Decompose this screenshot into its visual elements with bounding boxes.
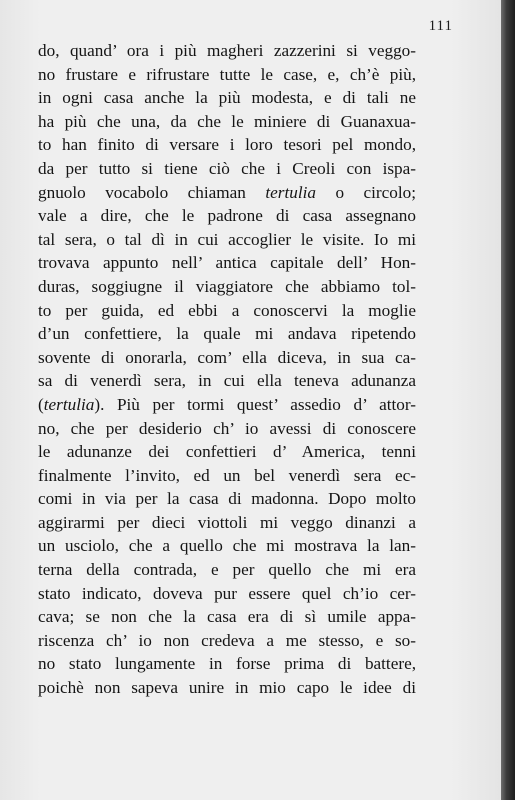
text-line <box>38 228 416 252</box>
text-line-content: aggirarmi per dieci viottoli mi veggo dinanzi a <box>38 512 416 532</box>
text-line <box>38 181 416 205</box>
text-line-content: un usciolo, che a quello che mi mostrava la lan- <box>38 536 416 556</box>
text-line-content: to han finito di versare i loro tesori pel mondo, <box>38 135 416 155</box>
text-line-content: d’un confettiere, la quale mi andava ripetendo <box>38 324 416 344</box>
text-line <box>38 582 416 606</box>
text-line-content: to per guida, ed ebbi a conoscervi la moglie <box>38 300 416 320</box>
text-line <box>38 275 416 299</box>
text-line-content: duras, soggiugne il viaggiatore che abbiamo tol- <box>38 276 416 296</box>
italic-term: tertulia <box>43 394 95 414</box>
text-line-content: no, che per desiderio ch’ io avessi di conoscere <box>38 418 416 438</box>
text-line-content: riscenza ch’ io non credeva a me stesso, e so- <box>38 630 416 650</box>
text-line-content: cava; se non che la casa era di sì umile appa- <box>38 607 416 627</box>
body-text <box>38 39 416 700</box>
text-line <box>38 511 416 535</box>
text-line-content: vale a dire, che le padrone di casa assegnano <box>38 206 416 226</box>
text-line-content: o circolo; <box>315 182 417 202</box>
text-line <box>38 157 416 181</box>
text-line <box>38 251 416 275</box>
text-line-content: ha più che una, da che le miniere di Guanaxua- <box>38 111 416 131</box>
text-line <box>38 204 416 228</box>
text-line <box>38 558 416 582</box>
text-line-content: le adunanze dei confettieri d’ America, tenni <box>38 442 416 462</box>
text-line <box>38 63 416 87</box>
text-line <box>38 39 416 63</box>
text-line <box>38 133 416 157</box>
text-line-content: tal sera, o tal dì in cui accoglier le visite. Io mi <box>38 229 416 249</box>
text-line-content: in ogni casa anche la più modesta, e di tali ne <box>38 88 416 108</box>
text-line <box>38 369 416 393</box>
text-line <box>38 86 416 110</box>
text-line-content: sa di venerdì sera, in cui ella teneva adunanza <box>38 371 416 391</box>
text-line <box>38 629 416 653</box>
text-line-content: comi in via per la casa di madonna. Dopo molto <box>38 489 416 509</box>
text-line-content: ( <box>38 394 44 414</box>
text-line <box>38 676 416 700</box>
text-line-content: poichè non sapeva unire in mio capo le idee di <box>38 678 416 698</box>
text-line-content: finalmente l’invito, ed un bel venerdì sera ec- <box>38 465 416 485</box>
text-line-content: da per tutto si tiene ciò che i Creoli con ispa- <box>38 158 416 178</box>
text-line <box>38 346 416 370</box>
italic-term: tertulia <box>265 182 316 202</box>
text-line <box>38 534 416 558</box>
text-line <box>38 322 416 346</box>
text-line <box>38 110 416 134</box>
text-line <box>38 487 416 511</box>
text-line <box>38 464 416 488</box>
text-line-content: trovava appunto nell’ antica capitale dell’ Hon- <box>38 253 416 273</box>
text-line <box>38 652 416 676</box>
text-line-content: do, quand’ ora i più magheri zazzerini si veggo- <box>38 41 416 60</box>
text-line-content: no stato lungamente in forse prima di battere, <box>38 654 416 674</box>
text-line <box>38 393 416 417</box>
text-line <box>38 417 416 441</box>
text-line <box>38 605 416 629</box>
page-edge-shadow <box>501 0 515 800</box>
text-line-content: ). Più per tormi quest’ assedio d’ attor- <box>94 394 416 414</box>
text-line <box>38 440 416 464</box>
text-line <box>38 299 416 323</box>
text-line-content: no frustare e rifrustare tutte le case, e, ch’è più, <box>38 64 416 84</box>
text-line-content: sovente di onorarla, com’ ella diceva, in sua ca- <box>38 347 416 367</box>
page-number: 111 <box>428 18 453 34</box>
text-line-content: terna della contrada, e per quello che mi era <box>38 560 416 580</box>
text-line-content: gnuolo vocabolo chiaman <box>38 182 266 202</box>
text-line-content: stato indicato, doveva pur essere quel ch’io cer- <box>38 583 416 603</box>
